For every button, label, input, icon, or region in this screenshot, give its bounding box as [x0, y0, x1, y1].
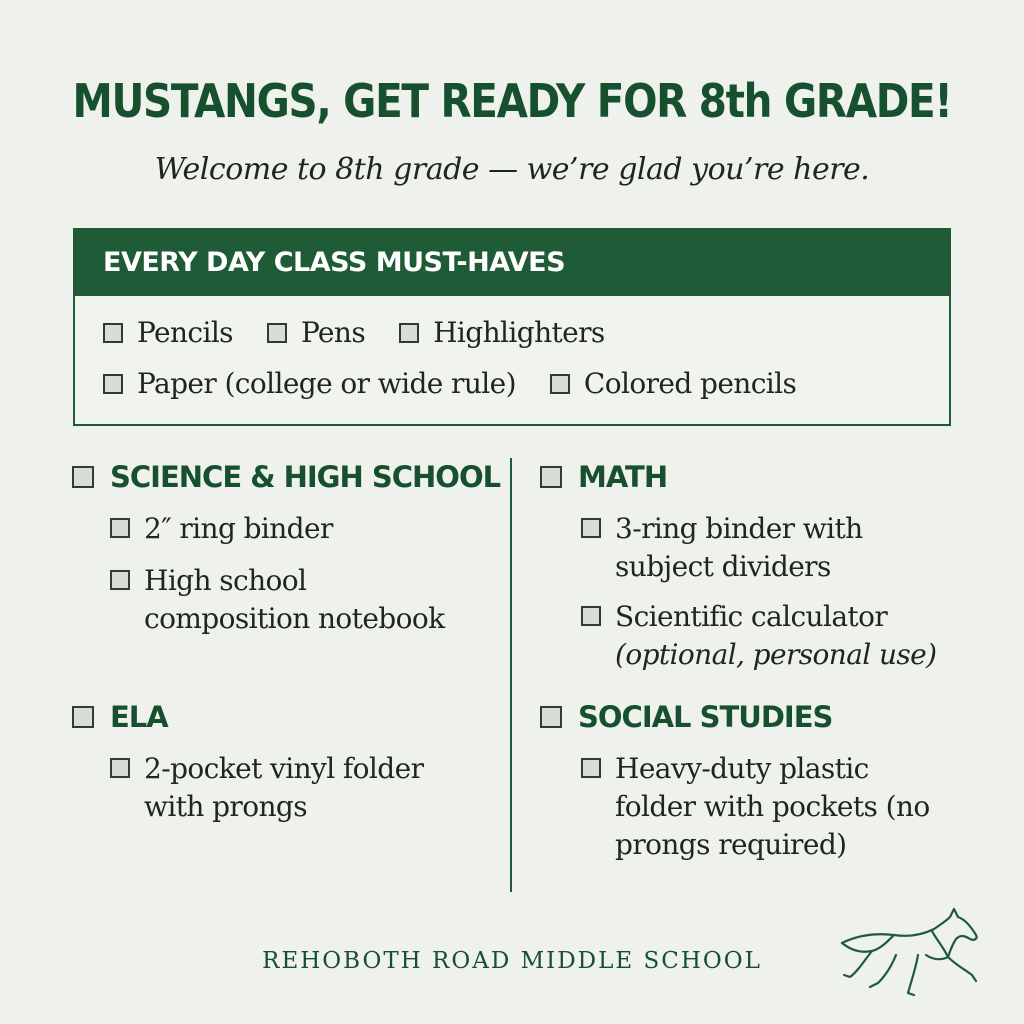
- checklist-item-plastic-folder[interactable]: [581, 750, 1001, 864]
- checklist-item-label: 3-ring binder with subject dividers: [615, 512, 863, 583]
- checklist-item-vinyl-folder[interactable]: [110, 750, 490, 826]
- checklist-item-colored-pencils[interactable]: [550, 367, 796, 400]
- school-name: REHOBOTH ROAD MIDDLE SCHOOL: [262, 948, 762, 974]
- checklist-item-label: High school composition notebook: [144, 564, 445, 635]
- page-title: MUSTANGS, GET READY FOR 8th GRADE!: [72, 74, 952, 128]
- checklist-item-highlighters[interactable]: [399, 316, 605, 349]
- checkbox[interactable]: [267, 323, 287, 343]
- checkbox[interactable]: [550, 374, 570, 394]
- section-header[interactable]: [540, 700, 832, 734]
- checkbox[interactable]: [540, 466, 562, 488]
- checklist-item-ring-binder[interactable]: [110, 510, 490, 548]
- checkbox[interactable]: [103, 323, 123, 343]
- checkbox[interactable]: [110, 518, 130, 538]
- checkbox[interactable]: [72, 706, 94, 728]
- section-title: SCIENCE & HIGH SCHOOL: [110, 460, 501, 494]
- section-header[interactable]: [72, 460, 500, 494]
- checkbox[interactable]: [110, 758, 130, 778]
- section-science: [72, 460, 500, 494]
- column-divider: [510, 458, 512, 892]
- mustang-icon: [836, 905, 986, 1000]
- section-social-studies: [540, 700, 832, 734]
- checklist-item-label: Highlighters: [433, 316, 605, 349]
- must-haves-heading: EVERY DAY CLASS MUST-HAVES: [75, 230, 949, 296]
- section-math: [540, 460, 667, 494]
- must-haves-row-1: [103, 316, 639, 349]
- checkbox[interactable]: [103, 374, 123, 394]
- page-subtitle: Welcome to 8th grade — we’re glad you’re here.: [154, 152, 870, 187]
- checklist-item-composition-notebook[interactable]: [110, 562, 490, 638]
- checklist-item-calculator[interactable]: [581, 598, 1001, 674]
- checklist-item-label: Paper (college or wide rule): [137, 367, 516, 400]
- checklist-item-pens[interactable]: [267, 316, 365, 349]
- checklist-item-note: (optional, personal use): [615, 638, 937, 671]
- checkbox[interactable]: [399, 323, 419, 343]
- checklist-item-3-ring-binder[interactable]: [581, 510, 981, 586]
- checklist-item-label: 2-pocket vinyl folder with prongs: [144, 752, 424, 823]
- checklist-item-label: Colored pencils: [583, 367, 797, 400]
- section-title: SOCIAL STUDIES: [578, 700, 833, 734]
- checkbox[interactable]: [72, 466, 94, 488]
- section-header[interactable]: [72, 700, 168, 734]
- checklist-item-label: Pens: [300, 316, 366, 349]
- checklist-item-pencils[interactable]: [103, 316, 233, 349]
- checklist-item-paper[interactable]: [103, 367, 516, 400]
- checklist-item-label: Heavy-duty plastic folder with pockets (no prongs required): [615, 752, 930, 861]
- section-ela: [72, 700, 168, 734]
- checkbox[interactable]: [581, 518, 601, 538]
- checklist-item-label: Scientific calculator: [615, 600, 888, 633]
- checklist-item-label: Pencils: [137, 316, 233, 349]
- checklist-item-label-group: [615, 598, 936, 674]
- checklist-item-label: 2″ ring binder: [144, 512, 333, 545]
- section-header[interactable]: [540, 460, 667, 494]
- checkbox[interactable]: [110, 570, 130, 590]
- section-title: MATH: [578, 460, 668, 494]
- must-haves-panel: [73, 228, 951, 426]
- section-title: ELA: [110, 700, 168, 734]
- checkbox[interactable]: [540, 706, 562, 728]
- must-haves-row-2: [103, 367, 830, 400]
- checkbox[interactable]: [581, 758, 601, 778]
- checkbox[interactable]: [581, 606, 601, 626]
